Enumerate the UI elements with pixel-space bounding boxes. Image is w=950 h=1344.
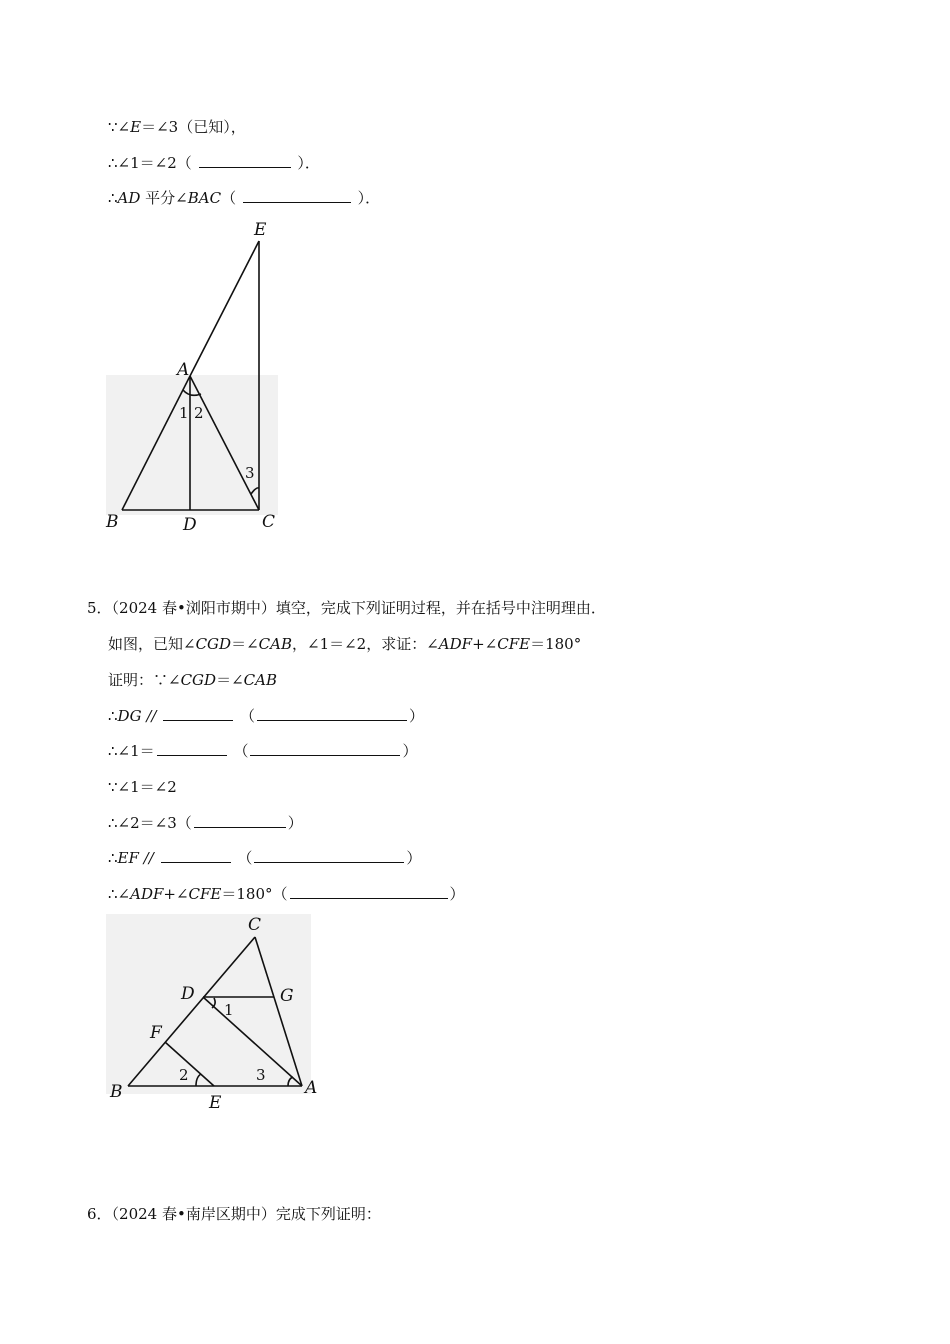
proof-step-2: ∴∠1＝ （ ） [108, 742, 418, 760]
answer-blank[interactable] [199, 153, 291, 168]
label-b: B [110, 1082, 123, 1102]
figure-triangle-abc [100, 215, 290, 540]
answer-blank[interactable] [163, 706, 233, 721]
label-d: D [181, 984, 195, 1004]
proof-step-4: ∴∠2＝∠3（ ） [108, 814, 303, 832]
answer-blank[interactable] [157, 741, 227, 756]
proof-line-3: ∴AD 平分∠BAC（ ）． [108, 189, 381, 207]
reason-blank[interactable] [250, 741, 400, 756]
label-b: B [106, 512, 119, 532]
label-e: E [209, 1093, 222, 1113]
label-e: E [254, 220, 267, 240]
reason-blank[interactable] [257, 706, 407, 721]
label-angle-1: 1 [179, 404, 189, 422]
label-angle-3: 3 [256, 1066, 266, 1084]
reason-blank[interactable] [254, 848, 404, 863]
label-d: D [183, 515, 197, 535]
reason-blank[interactable] [290, 884, 448, 899]
label-a: A [177, 360, 190, 380]
label-angle-1: 1 [224, 1001, 234, 1019]
proof-step-6: ∴∠ADF+∠CFE＝180°（ ） [108, 885, 465, 903]
segment-ea [190, 241, 259, 376]
proof-step-3: ∵∠1＝∠2 [108, 778, 177, 796]
problem-5-given: 如图，已知∠CGD＝∠CAB，∠1＝∠2，求证：∠ADF+∠CFE＝180° [108, 635, 582, 653]
label-c: C [262, 512, 276, 532]
label-f: F [150, 1023, 162, 1043]
reason-blank[interactable] [194, 813, 286, 828]
label-g: G [280, 986, 294, 1006]
problem-5-heading: 5．（2024 春•浏阳市期中）填空，完成下列证明过程，并在括号中注明理由． [87, 599, 606, 617]
figure-triangle-abc-2 [100, 908, 335, 1118]
proof-start: 证明：∵∠CGD＝∠CAB [108, 671, 277, 689]
answer-blank[interactable] [161, 848, 231, 863]
proof-line-2: ∴∠1＝∠2（ ）． [108, 154, 320, 172]
label-angle-3: 3 [245, 464, 255, 482]
proof-line-1: ∵∠E＝∠3（已知）， [108, 118, 246, 136]
label-a: A [305, 1078, 318, 1098]
proof-step-1: ∴DG // （ ） [108, 707, 425, 725]
problem-6-heading: 6．（2024 春•南岸区期中）完成下列证明： [87, 1205, 381, 1223]
label-angle-2: 2 [194, 404, 204, 422]
answer-blank[interactable] [243, 188, 351, 203]
label-angle-2: 2 [179, 1066, 189, 1084]
proof-step-5: ∴EF // （ ） [108, 849, 422, 867]
label-c: C [248, 915, 262, 935]
